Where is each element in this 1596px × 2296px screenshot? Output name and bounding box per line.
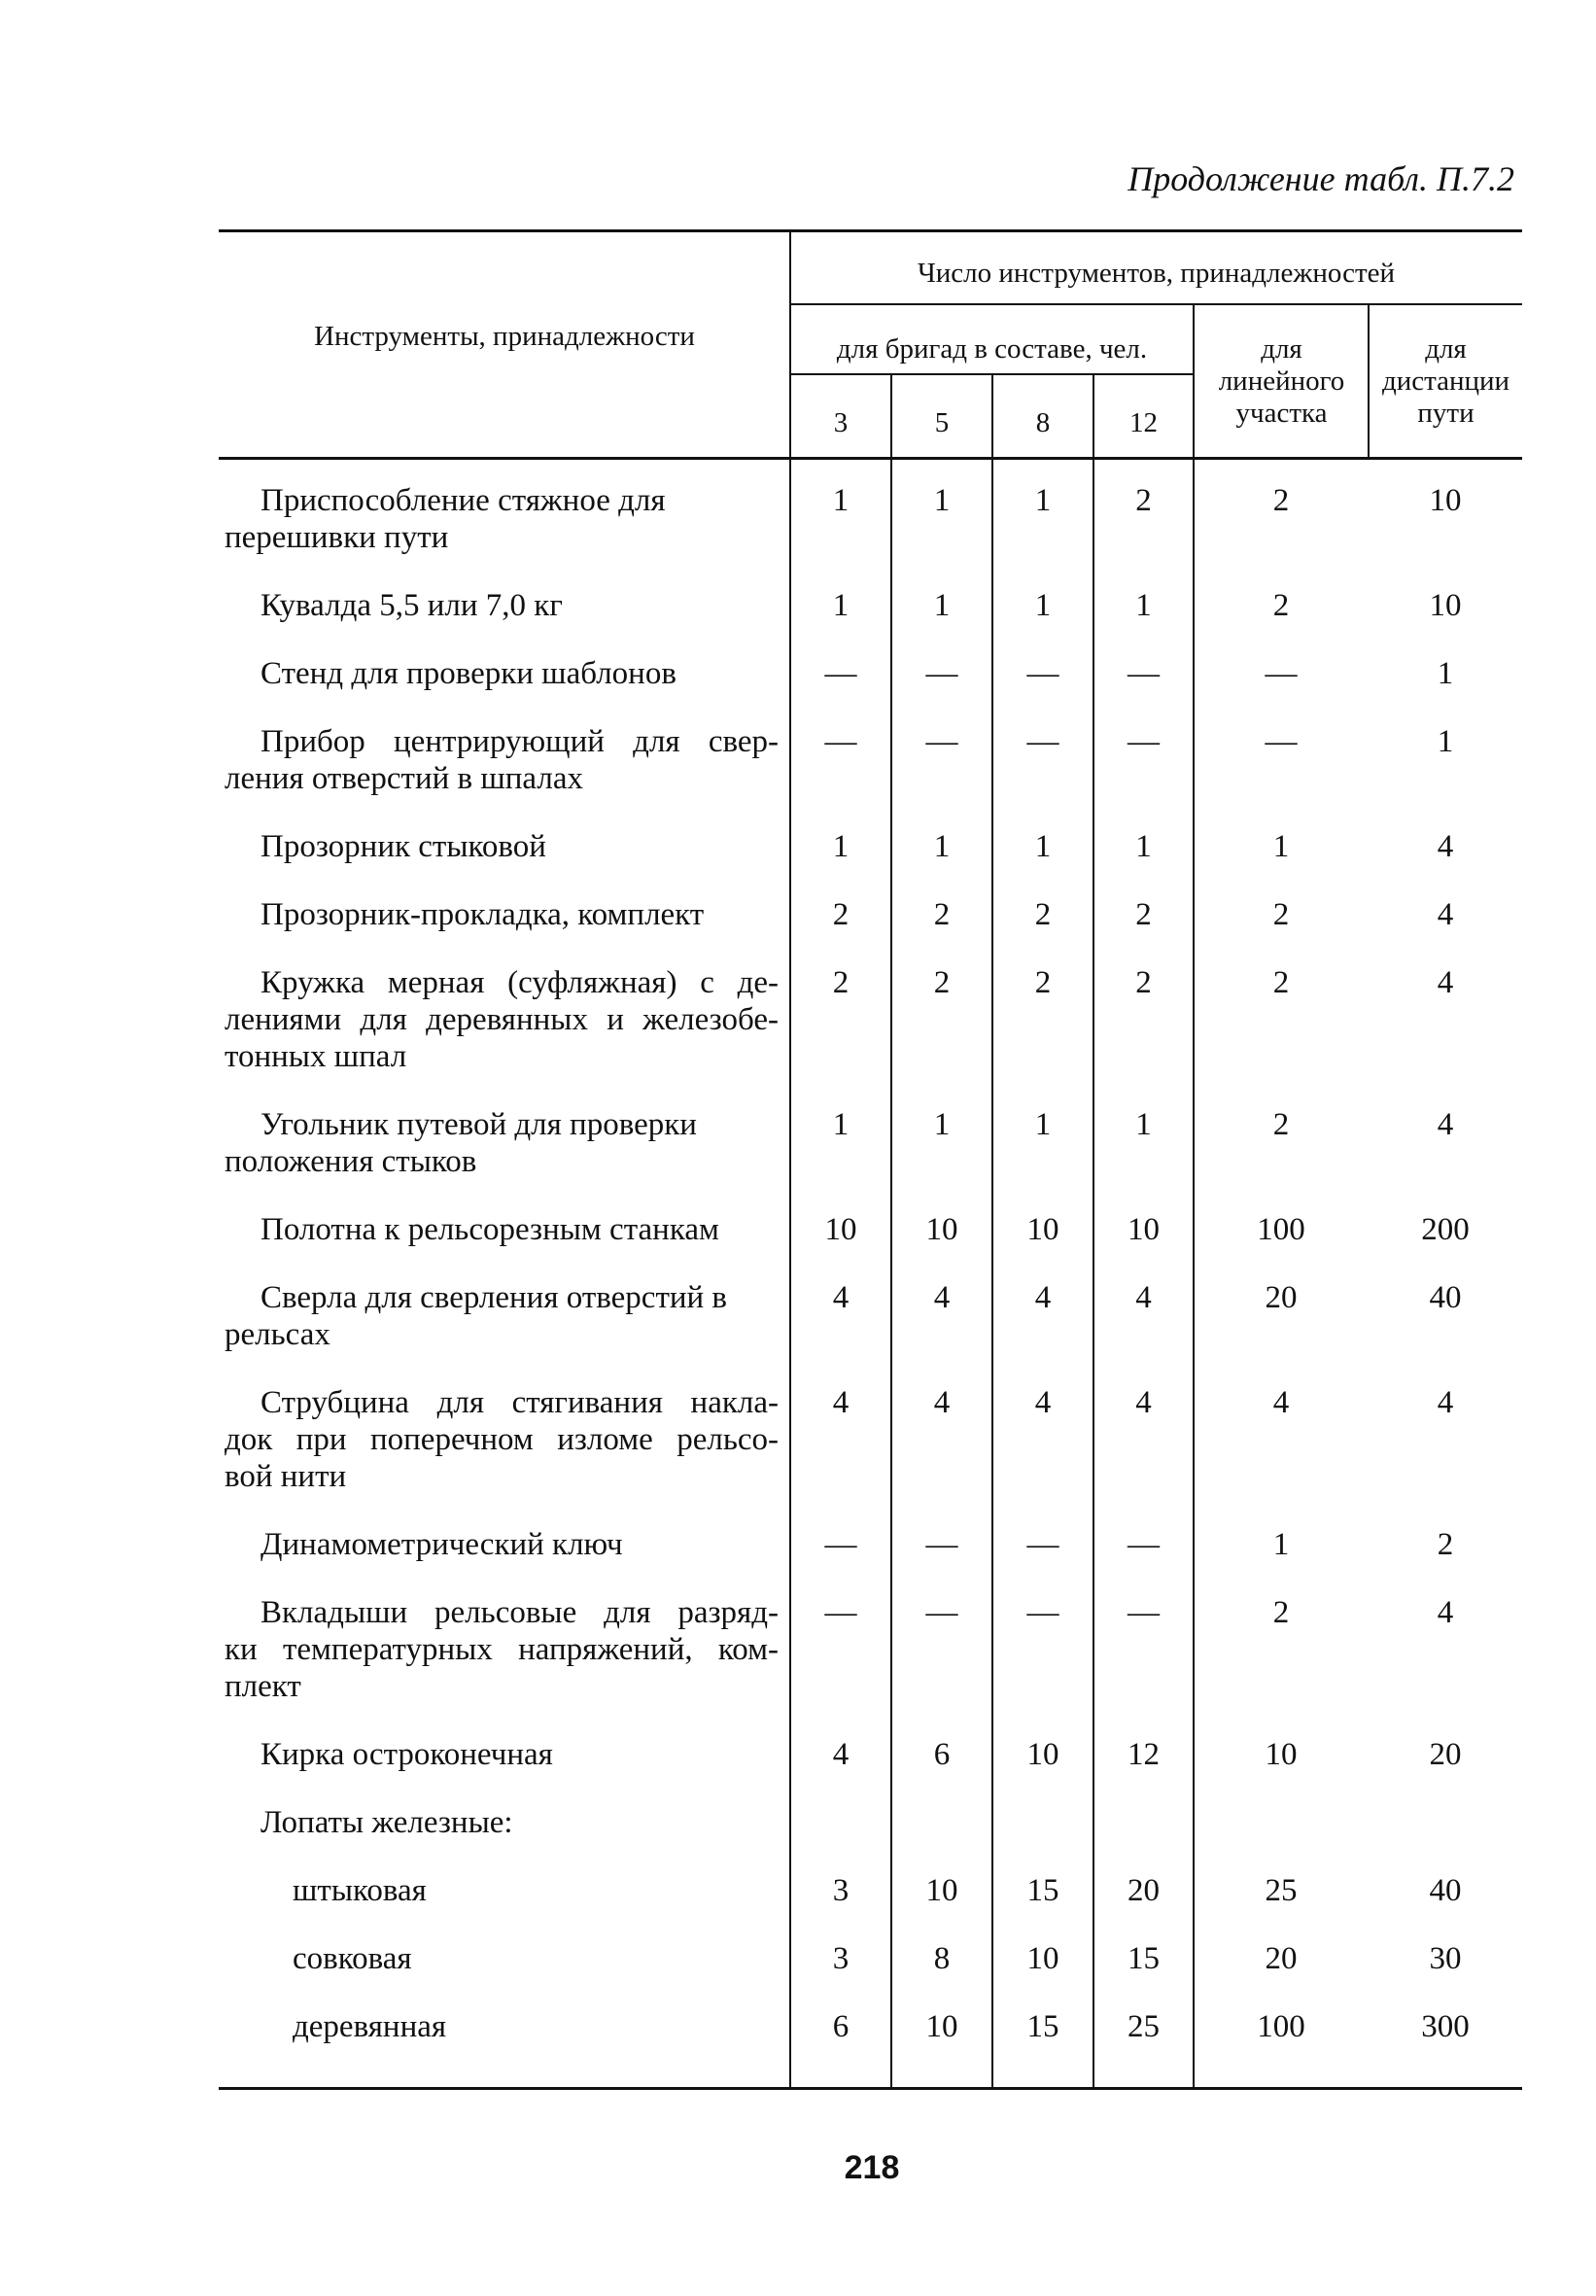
value-brigade-8: — <box>1026 724 1059 759</box>
item-name-line: вой нити <box>225 1459 347 1494</box>
item-name-line: совковая <box>293 1941 412 1976</box>
brigade-size-label: 8 <box>1035 406 1051 438</box>
header-track-distance <box>1370 305 1522 457</box>
value-brigade-5: 1 <box>933 588 951 623</box>
item-name <box>219 964 790 1075</box>
item-name <box>219 1872 790 1909</box>
value-track-distance: 20 <box>1429 1737 1462 1772</box>
value-brigade-3: 1 <box>832 1107 850 1142</box>
value-brigade-8: 15 <box>1026 1873 1059 1908</box>
table-row <box>219 1279 1522 1384</box>
value-linear-section: 20 <box>1265 1280 1298 1315</box>
value-brigade-5: 2 <box>933 965 951 1000</box>
value-track-distance: 10 <box>1429 588 1462 623</box>
header-distance-line: пути <box>1417 397 1475 429</box>
item-name-line: Лопаты железные: <box>260 1805 513 1840</box>
instruments-table <box>219 229 1522 2090</box>
item-name-line: ления отверстий в шпалах <box>225 761 583 796</box>
value-brigade-12: 4 <box>1135 1385 1152 1420</box>
value-brigade-8: 1 <box>1034 588 1052 623</box>
header-distance-line: дистанции <box>1381 365 1510 397</box>
value-track-distance: 4 <box>1437 1385 1454 1420</box>
value-brigade-3: 4 <box>832 1385 850 1420</box>
item-name <box>219 587 790 624</box>
table-row <box>219 655 1522 723</box>
item-name <box>219 1279 790 1353</box>
table-row <box>219 587 1522 655</box>
value-brigade-8: 10 <box>1026 1941 1059 1976</box>
item-name <box>219 1594 790 1705</box>
item-name <box>219 723 790 797</box>
value-brigade-8: — <box>1026 656 1059 691</box>
value-linear-section: — <box>1265 724 1298 759</box>
table-row <box>219 1804 1522 1872</box>
value-brigade-3: 1 <box>832 829 850 864</box>
item-name-line: Кружка мерная (суфляжная) с де- <box>260 965 779 1000</box>
table-row <box>219 964 1522 1106</box>
item-name-line: Стенд для проверки шаблонов <box>260 656 677 691</box>
item-name-line: Прозорник-прокладка, комплект <box>260 897 705 932</box>
item-name <box>219 655 790 692</box>
value-brigade-3: 1 <box>832 588 850 623</box>
item-name-line: док при поперечном изломе рельсо- <box>225 1422 779 1457</box>
item-name-line: рельсах <box>225 1317 330 1352</box>
value-brigade-8: — <box>1026 1527 1059 1562</box>
item-name <box>219 482 790 556</box>
item-name-line: лениями для деревянных и железобе- <box>225 1002 779 1037</box>
value-brigade-3: — <box>824 1595 857 1630</box>
value-track-distance: 4 <box>1437 1107 1454 1142</box>
value-brigade-3: — <box>824 656 857 691</box>
value-brigade-5: 2 <box>933 897 951 932</box>
value-brigade-5: — <box>925 1527 958 1562</box>
item-name-line: перешивки пути <box>225 520 449 555</box>
value-brigade-3: 2 <box>832 897 850 932</box>
table-subrow <box>219 1872 1522 1940</box>
header-quantity-group-label: Число инструментов, принадлежностей <box>917 258 1396 289</box>
header-instruments <box>219 232 790 457</box>
item-name-line: Полотна к рельсорезным станкам <box>260 1212 719 1247</box>
header-quantity-group <box>790 232 1522 303</box>
table-row <box>219 1384 1522 1526</box>
table-subrow <box>219 2008 1522 2076</box>
item-name-line: Динамометрический ключ <box>260 1527 623 1562</box>
value-linear-section: 2 <box>1272 588 1290 623</box>
item-name-line: штыковая <box>293 1873 427 1908</box>
item-name-line: ки температурных напряжений, ком- <box>225 1632 779 1667</box>
item-name-line: деревянная <box>293 2009 447 2044</box>
page-number: 218 <box>844 2149 900 2186</box>
value-brigade-3: 4 <box>832 1737 850 1772</box>
value-brigade-12: 20 <box>1128 1873 1160 1908</box>
item-name <box>219 896 790 933</box>
value-track-distance: 40 <box>1429 1873 1462 1908</box>
value-brigade-5: — <box>925 656 958 691</box>
table-row <box>219 482 1522 587</box>
value-brigade-12: 1 <box>1135 1107 1152 1142</box>
item-name <box>219 2008 790 2045</box>
value-brigade-3: 10 <box>824 1212 857 1247</box>
value-brigade-12: 15 <box>1128 1941 1160 1976</box>
value-brigade-12: 1 <box>1135 588 1152 623</box>
value-brigade-3: — <box>824 1527 857 1562</box>
value-brigade-5: 4 <box>933 1280 951 1315</box>
header-brigades <box>790 305 1194 373</box>
item-name <box>219 1736 790 1773</box>
table-row <box>219 723 1522 828</box>
value-track-distance: 4 <box>1437 965 1454 1000</box>
header-brigade-size <box>891 375 992 457</box>
item-name <box>219 1106 790 1180</box>
value-brigade-5: 1 <box>933 483 951 518</box>
table-row <box>219 1594 1522 1736</box>
header-brigade-size <box>790 375 891 457</box>
value-brigade-12: 4 <box>1135 1280 1152 1315</box>
value-track-distance: 10 <box>1429 483 1462 518</box>
value-brigade-8: 2 <box>1034 897 1052 932</box>
item-name <box>219 1940 790 1977</box>
item-name <box>219 1211 790 1248</box>
value-linear-section: 2 <box>1272 1595 1290 1630</box>
value-brigade-12: — <box>1128 724 1160 759</box>
value-linear-section: 2 <box>1272 1107 1290 1142</box>
value-track-distance: 40 <box>1429 1280 1462 1315</box>
item-name <box>219 828 790 865</box>
item-name <box>219 1526 790 1563</box>
brigade-size-label: 3 <box>833 406 849 438</box>
value-brigade-12: 10 <box>1128 1212 1160 1247</box>
value-track-distance: 1 <box>1437 656 1454 691</box>
value-brigade-8: 2 <box>1034 965 1052 1000</box>
value-linear-section: 2 <box>1272 965 1290 1000</box>
value-linear-section: 20 <box>1265 1941 1298 1976</box>
value-linear-section: 4 <box>1272 1385 1290 1420</box>
table-row <box>219 896 1522 964</box>
value-linear-section: 1 <box>1272 1527 1290 1562</box>
header-linear-section <box>1195 305 1369 457</box>
item-name-line: Приспособление стяжное для <box>260 483 666 518</box>
item-name <box>219 1804 790 1841</box>
header-brigade-size <box>992 375 1093 457</box>
value-linear-section: 10 <box>1265 1737 1298 1772</box>
value-brigade-5: — <box>925 1595 958 1630</box>
value-linear-section: 100 <box>1257 2009 1305 2044</box>
value-brigade-5: 8 <box>933 1941 951 1976</box>
item-name-line: Кирка остроконечная <box>260 1737 553 1772</box>
header-brigade-size <box>1093 375 1194 457</box>
value-brigade-5: 10 <box>925 1212 958 1247</box>
value-brigade-5: 6 <box>933 1737 951 1772</box>
value-brigade-12: 12 <box>1128 1737 1160 1772</box>
value-brigade-3: 4 <box>832 1280 850 1315</box>
table-row <box>219 1736 1522 1804</box>
value-track-distance: 4 <box>1437 897 1454 932</box>
item-name-line: Кувалда 5,5 или 7,0 кг <box>260 588 563 623</box>
item-name-line: положения стыков <box>225 1144 477 1179</box>
value-brigade-12: — <box>1128 1527 1160 1562</box>
value-brigade-3: 6 <box>832 2009 850 2044</box>
value-brigade-12: 2 <box>1135 897 1152 932</box>
header-distance-line: для <box>1425 332 1467 365</box>
value-brigade-3: 2 <box>832 965 850 1000</box>
value-track-distance: 2 <box>1437 1527 1454 1562</box>
item-name-line: тонных шпал <box>225 1039 407 1074</box>
value-track-distance: 200 <box>1421 1212 1470 1247</box>
value-brigade-12: 25 <box>1128 2009 1160 2044</box>
value-brigade-3: 1 <box>832 483 850 518</box>
value-brigade-8: 15 <box>1026 2009 1059 2044</box>
header-linear-line: линейного <box>1218 365 1345 397</box>
value-brigade-5: 4 <box>933 1385 951 1420</box>
value-brigade-12: 1 <box>1135 829 1152 864</box>
value-brigade-5: — <box>925 724 958 759</box>
header-brigades-label: для бригад в составе, чел. <box>836 332 1148 365</box>
value-linear-section: 2 <box>1272 897 1290 932</box>
value-linear-section: 25 <box>1265 1873 1298 1908</box>
header-bottom-rule <box>219 457 1522 460</box>
value-brigade-12: — <box>1128 1595 1160 1630</box>
value-brigade-5: 1 <box>933 829 951 864</box>
item-name-line: Вкладыши рельсовые для разряд- <box>260 1595 779 1630</box>
table-bottom-rule <box>219 2087 1522 2090</box>
table-subrow <box>219 1940 1522 2008</box>
value-track-distance: 30 <box>1429 1941 1462 1976</box>
value-brigade-8: 1 <box>1034 1107 1052 1142</box>
value-brigade-8: 1 <box>1034 483 1052 518</box>
value-brigade-8: 4 <box>1034 1280 1052 1315</box>
item-name-line: Струбцина для стягивания накла- <box>260 1385 779 1420</box>
value-track-distance: 300 <box>1421 2009 1470 2044</box>
value-track-distance: 4 <box>1437 1595 1454 1630</box>
header-instruments-label: Инструменты, принадлежности <box>314 321 695 352</box>
value-linear-section: 100 <box>1257 1212 1305 1247</box>
table-row <box>219 1211 1522 1279</box>
value-linear-section: 2 <box>1272 483 1290 518</box>
value-brigade-5: 1 <box>933 1107 951 1142</box>
item-name-line: Прозорник стыковой <box>260 829 546 864</box>
value-linear-section: 1 <box>1272 829 1290 864</box>
value-linear-section: — <box>1265 656 1298 691</box>
value-brigade-8: 10 <box>1026 1212 1059 1247</box>
table-row <box>219 828 1522 896</box>
table-row <box>219 1106 1522 1211</box>
value-brigade-5: 10 <box>925 1873 958 1908</box>
header-linear-line: для <box>1261 332 1302 365</box>
item-name-line: Прибор центрирующий для свер- <box>260 724 779 759</box>
value-brigade-8: 4 <box>1034 1385 1052 1420</box>
value-brigade-12: 2 <box>1135 965 1152 1000</box>
brigade-size-label: 5 <box>934 406 950 438</box>
item-name <box>219 1384 790 1495</box>
value-brigade-3: 3 <box>832 1873 850 1908</box>
header-linear-line: участка <box>1235 397 1328 429</box>
table-row <box>219 1526 1522 1594</box>
item-name-line: Угольник путевой для проверки <box>260 1107 697 1142</box>
value-brigade-8: 1 <box>1034 829 1052 864</box>
value-track-distance: 4 <box>1437 829 1454 864</box>
value-brigade-12: 2 <box>1135 483 1152 518</box>
item-name-line: плект <box>225 1669 301 1704</box>
value-brigade-3: — <box>824 724 857 759</box>
value-brigade-5: 10 <box>925 2009 958 2044</box>
value-brigade-12: — <box>1128 656 1160 691</box>
value-brigade-8: — <box>1026 1595 1059 1630</box>
table-continuation-note: Продолжение табл. П.7.2 <box>1128 159 1514 198</box>
brigade-size-label: 12 <box>1129 406 1158 438</box>
value-track-distance: 1 <box>1437 724 1454 759</box>
table-body <box>219 482 1522 2076</box>
value-brigade-8: 10 <box>1026 1737 1059 1772</box>
value-brigade-3: 3 <box>832 1941 850 1976</box>
item-name-line: Сверла для сверления отверстий в <box>260 1280 728 1315</box>
